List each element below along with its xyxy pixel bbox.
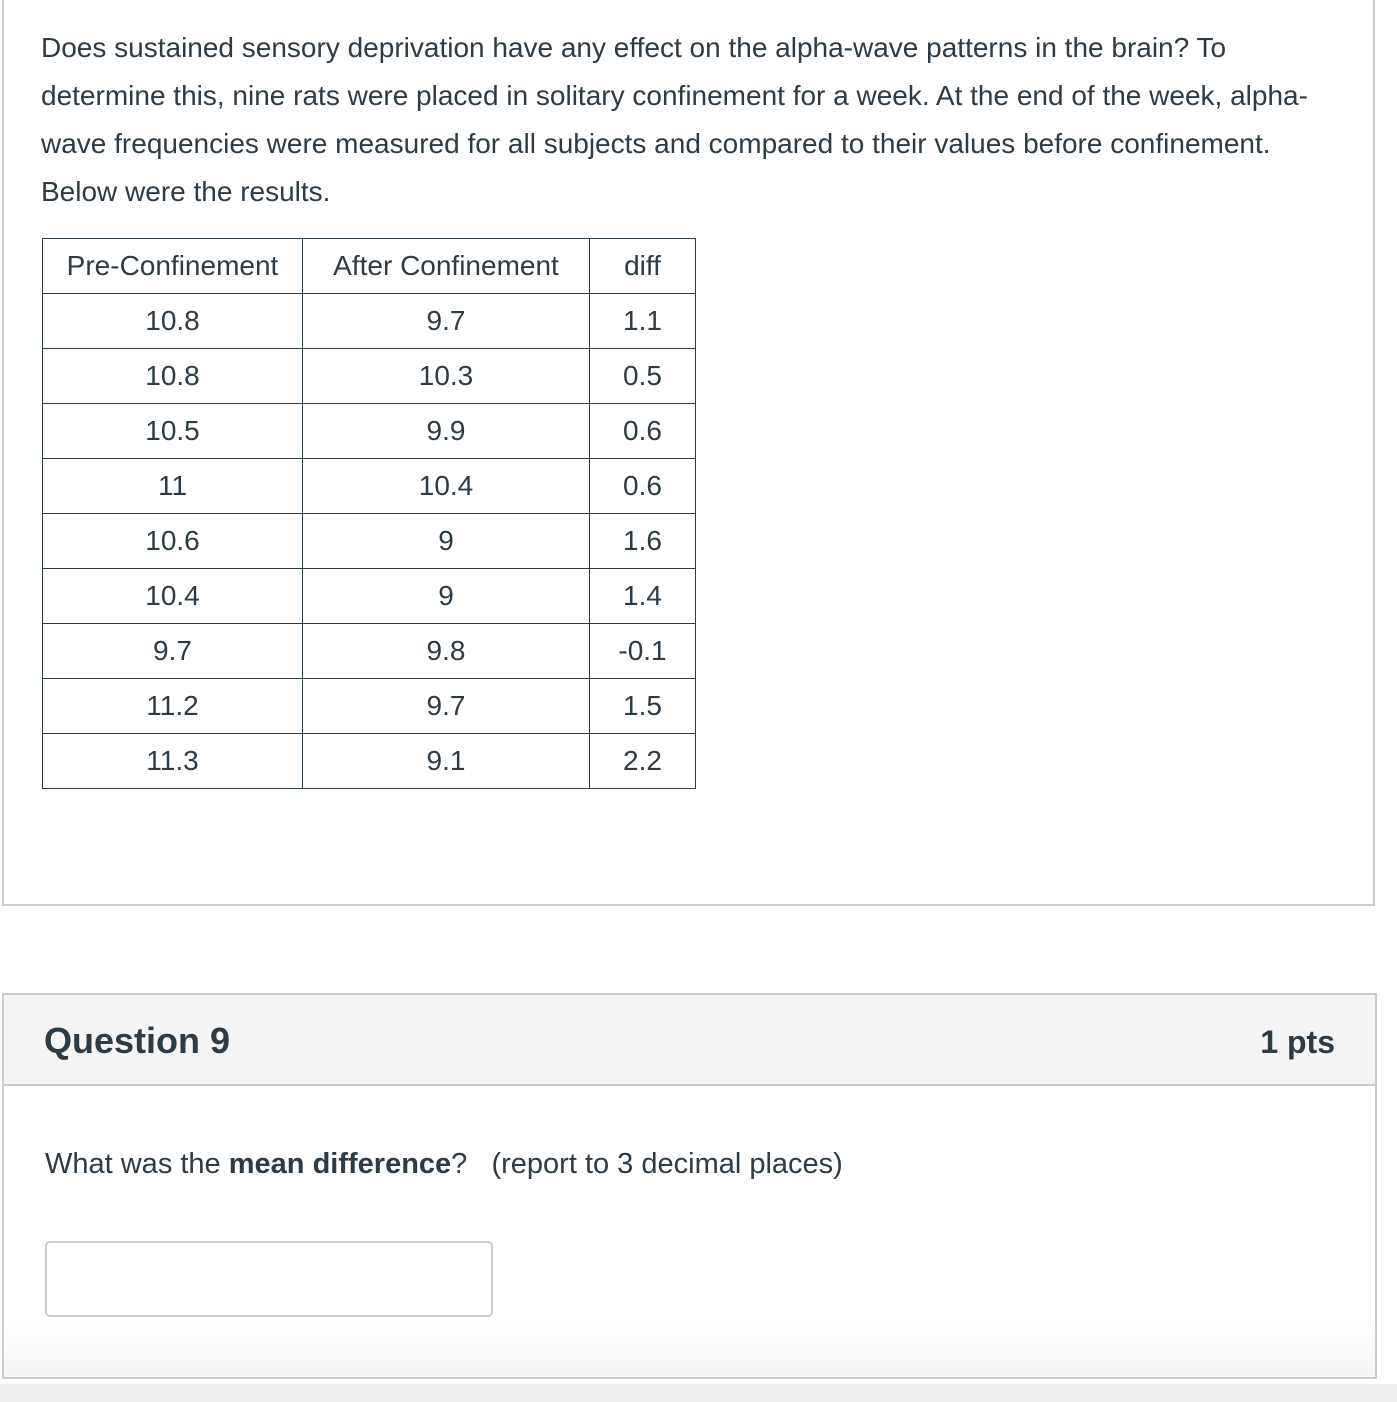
table-cell: 10.4 (303, 459, 590, 514)
table-cell: 10.5 (43, 404, 303, 459)
table-cell: 10.6 (43, 514, 303, 569)
table-cell: 10.8 (43, 349, 303, 404)
table-cell: 1.5 (590, 679, 696, 734)
table-row (43, 624, 696, 679)
table-cell: 9.9 (303, 404, 590, 459)
table-cell: 11.2 (43, 679, 303, 734)
table-header-cell: After Confinement (303, 239, 590, 294)
table-cell: 10.8 (43, 294, 303, 349)
table-cell: 9 (303, 569, 590, 624)
table-cell: 0.5 (590, 349, 696, 404)
table-cell: 9.1 (303, 734, 590, 789)
table-row (43, 404, 696, 459)
table-row (43, 569, 696, 624)
question-text-after: ? (report to 3 decimal places) (451, 1148, 843, 1180)
data-table (42, 238, 696, 789)
question-title: Question 9 (44, 1020, 231, 1061)
table-header-cell: Pre-Confinement (43, 239, 303, 294)
question-text (45, 1148, 843, 1181)
table-cell: 9 (303, 514, 590, 569)
question-intro-text: Does sustained sensory deprivation have any effect on the alpha-wave patterns in the brain? To determine this, nine rats were placed in solitary confinement for a week. At the end of the week, alpha-wave frequencies were measured for all subjects and compared to their values before confinement. Below were the results. (41, 32, 1308, 207)
table-cell: 10.4 (43, 569, 303, 624)
table-cell: 2.2 (590, 734, 696, 789)
table-row (43, 514, 696, 569)
table-cell: 1.4 (590, 569, 696, 624)
question-points: 1 pts (1260, 1024, 1335, 1060)
table-row (43, 459, 696, 514)
table-cell: 9.7 (303, 294, 590, 349)
page-bottom-divider (0, 1384, 1397, 1402)
question-panel (2, 993, 1377, 1379)
table-cell: -0.1 (590, 624, 696, 679)
table-cell: 10.3 (303, 349, 590, 404)
table-cell: 1.1 (590, 294, 696, 349)
table-row (43, 349, 696, 404)
question-text-before: What was the (45, 1148, 229, 1180)
question-text-bold: mean difference (228, 1148, 452, 1180)
table-cell: 9.7 (43, 624, 303, 679)
table-row (43, 734, 696, 789)
table-header-cell: diff (590, 239, 696, 294)
table-cell: 1.6 (590, 514, 696, 569)
question-header (4, 995, 1375, 1086)
answer-input[interactable] (45, 1241, 493, 1317)
table-header-row (43, 239, 696, 294)
table-row (43, 679, 696, 734)
table-cell: 9.7 (303, 679, 590, 734)
table-row (43, 294, 696, 349)
table-cell: 9.8 (303, 624, 590, 679)
table-cell: 0.6 (590, 404, 696, 459)
table-cell: 11.3 (43, 734, 303, 789)
table-cell: 11 (43, 459, 303, 514)
table-cell: 0.6 (590, 459, 696, 514)
